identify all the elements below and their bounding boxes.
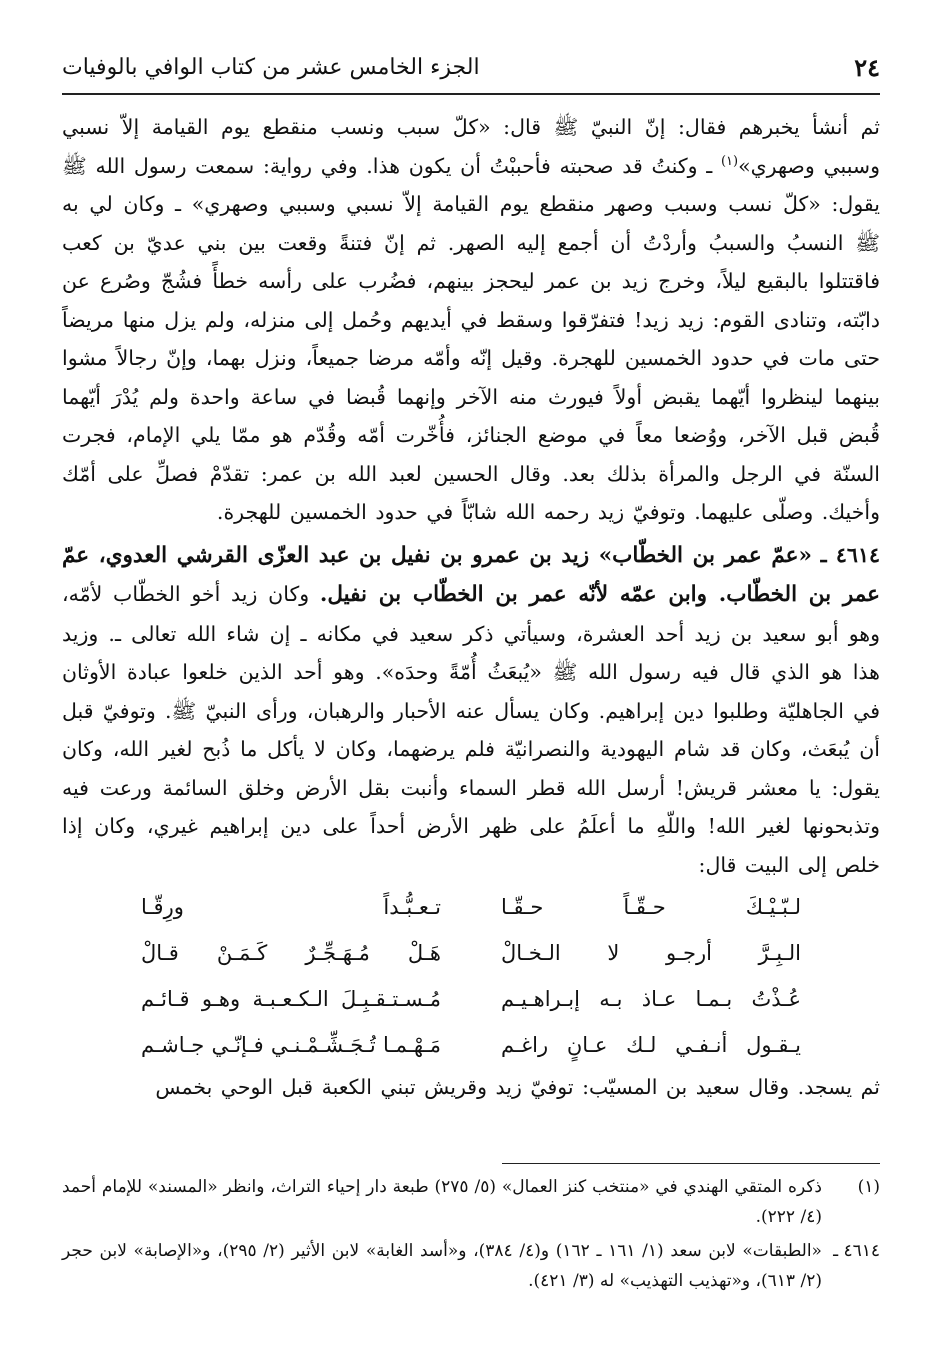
main-text: [62, 108, 880, 1107]
poem-verse: [141, 976, 801, 1022]
verse-first-hemistich: يـقـول أنـفـي لـك عـانٍ راغـم: [501, 1033, 801, 1057]
running-header: [62, 46, 880, 90]
footnote-text: ذكره المتقي الهندي في «منتخب كنز العمال» (٥/ ٢٧٥) طبعة دار إحياء التراث، وانظر «المسند» للإمام أحمد (٤/ ٢٢٢).: [62, 1177, 822, 1227]
verse-first-hemistich: لـبّـيْـكَ حـقّـاً حـقّـا: [501, 895, 801, 919]
poem-verse: [141, 1022, 801, 1068]
footnote-mark: ٤٦١٤ ـ: [833, 1241, 880, 1261]
entry-number: ٤٦١٤ ـ: [820, 542, 880, 567]
footnote: [62, 1172, 880, 1232]
verse-first-hemistich: عُـذْتُ بـمـا عـاذ بـه إبـراهـيـم: [501, 987, 801, 1011]
footnotes: [62, 1172, 880, 1300]
verse-second-hemistich: هَـلْ مُـهَـجِّـرٌ كَـمَـنْ قـالْ: [141, 941, 441, 965]
page-number: ٢٤: [854, 53, 880, 82]
verse-second-hemistich: تـعـبُّـداً ورِقّـا: [141, 895, 441, 919]
entry-heading: «عمّ عمر بن الخطّاب» زيد بن عمرو بن نفيل بن عبد العزّى القرشي العدوي، عمّ عمر بن الخطّاب. وابن عمّه لأنّه عمر بن الخطّاب بن نفيل.: [62, 542, 881, 607]
paragraph-text: ثم أنشأ يخبرهم فقال: إنّ النبيّ ﷺ قال: «كلّ سبب ونسب منقطع يوم القيامة إلاّ نسبي وسببي وصهري»: [62, 115, 880, 178]
footnote-rule: [502, 1163, 880, 1164]
footnote-mark: (١): [857, 1177, 880, 1197]
paragraph-continuation: [62, 108, 880, 532]
paragraph-text: ـ وكنتُ قد صحبته فأحببْتُ أن يكون هذا. وفي رواية: سمعت رسول الله ﷺ يقول: «كلّ نسب وسبب وصهر منقطع يوم القيامة إلاّ نسبي وسببي وصهري» ـ وكان لي به ﷺ النسبُ والسببُ وأردْتُ أن أجمع إليه الصهر. ثم إنّ فتنةً وقعت بين بني عديّ بن كعب فاقتتلوا بالبقيع ليلاً، وخرج زيد بن عمر ليحجز بينهم، فضُرب على رأسه خطأً فشُجّ وصُرع عن دابّته، وتنادى القوم: زيد زيد! فتفرّقوا وسقط في أيديهم وحُمل إلى منزله، ولم يزل منها مريضاً حتى مات في حدود الخمسين للهجرة. وقيل إنّه وأمّه مرضا جميعاً، ونزل بهما، وإنّ رجالاً مشوا بينهما لينظروا أيّهما يقبض أولاً فيورث منه الآخر وإنهما قُبضا في ساعة واحدة ولم يُدْرَ أيّهما قُبض قبل الآخر، ووُضعا معاً في موضع الجنائز، فأُخّرت أمّه وقُدّم هو ممّا يلي الإمام، فجرت السنّة في الرجل والمرأة بذلك بعد. وقال الحسين لعبد الله بن عمر: تقدّمْ فصلِّ على أمّك وأخيك. وصلّى عليهما. وتوفيّ زيد رحمه الله شابّاً في حدود الخمسين للهجرة.: [62, 153, 880, 524]
entry-text: وكان زيد أخو الخطّاب لأمّه، وهو أبو سعيد بن زيد أحد العشرة، وسيأتي ذكر سعيد في مكانه ـ إن شاء الله تعالى ـ. وزيد هذا هو الذي قال فيه رسول الله ﷺ «يُبعَثُ أُمّةً وحدَه». وهو أحد الذين خلعوا عبادة الأوثان في الجاهليّة وطلبوا دين إبراهيم. وكان يسأل عنه الأحبار والرهبان، ورأى النبيّ ﷺ. وتوفيّ قبل أن يُبعَث، وكان قد شام اليهودية والنصرانيّة فلم يرضهما، وكان لا يأكل ما ذُبح لغير الله، وكان يقول: يا معشر قريش! أرسل الله قطر السماء وأنبت بقل الأرض وخلق السائمة ورعت فيه وتذبحونها لغير الله! واللّهِ ما أعلَمُ على ظهر الأرض أحداً على دين إبراهيم غيري، وكان إذا خلص إلى البيت قال:: [62, 582, 880, 877]
verse-second-hemistich: مَـهْـمـا تُـجَـشِّـمْـنـي فـإنّـي جـاشـم: [141, 1033, 441, 1057]
poem-verse: [141, 930, 801, 976]
poem: [141, 884, 801, 1068]
footnote-reference: (١): [720, 153, 739, 169]
verse-second-hemistich: مُـسـتـقـبِـلَ الـكـعـبـة وهـو قـائـم: [141, 987, 441, 1011]
header-rule: [62, 93, 880, 95]
footnote: [62, 1236, 880, 1296]
closing-line: ثم يسجد. وقال سعيد بن المسيّب: توفيّ زيد وقريش تبني الكعبة قبل الوحي بخمس: [155, 1075, 880, 1099]
poem-verse: [141, 884, 801, 930]
biography-entry: [62, 536, 880, 885]
footnote-text: «الطبقات» لابن سعد (١/ ١٦١ ـ ١٦٢) و(٤/ ٣٨٤)، و«أسد الغابة» لابن الأثير (٢/ ٢٩٥)، و«الإصابة» لابن حجر (٢/ ٦١٣)، و«تهذيب التهذيب» له (٣/ ٤٢١).: [62, 1241, 822, 1291]
verse-first-hemistich: الـبِـرَّ أرجـو لا الـخـالْ: [501, 941, 801, 965]
running-title: الجزء الخامس عشر من كتاب الوافي بالوفيات: [62, 55, 480, 80]
